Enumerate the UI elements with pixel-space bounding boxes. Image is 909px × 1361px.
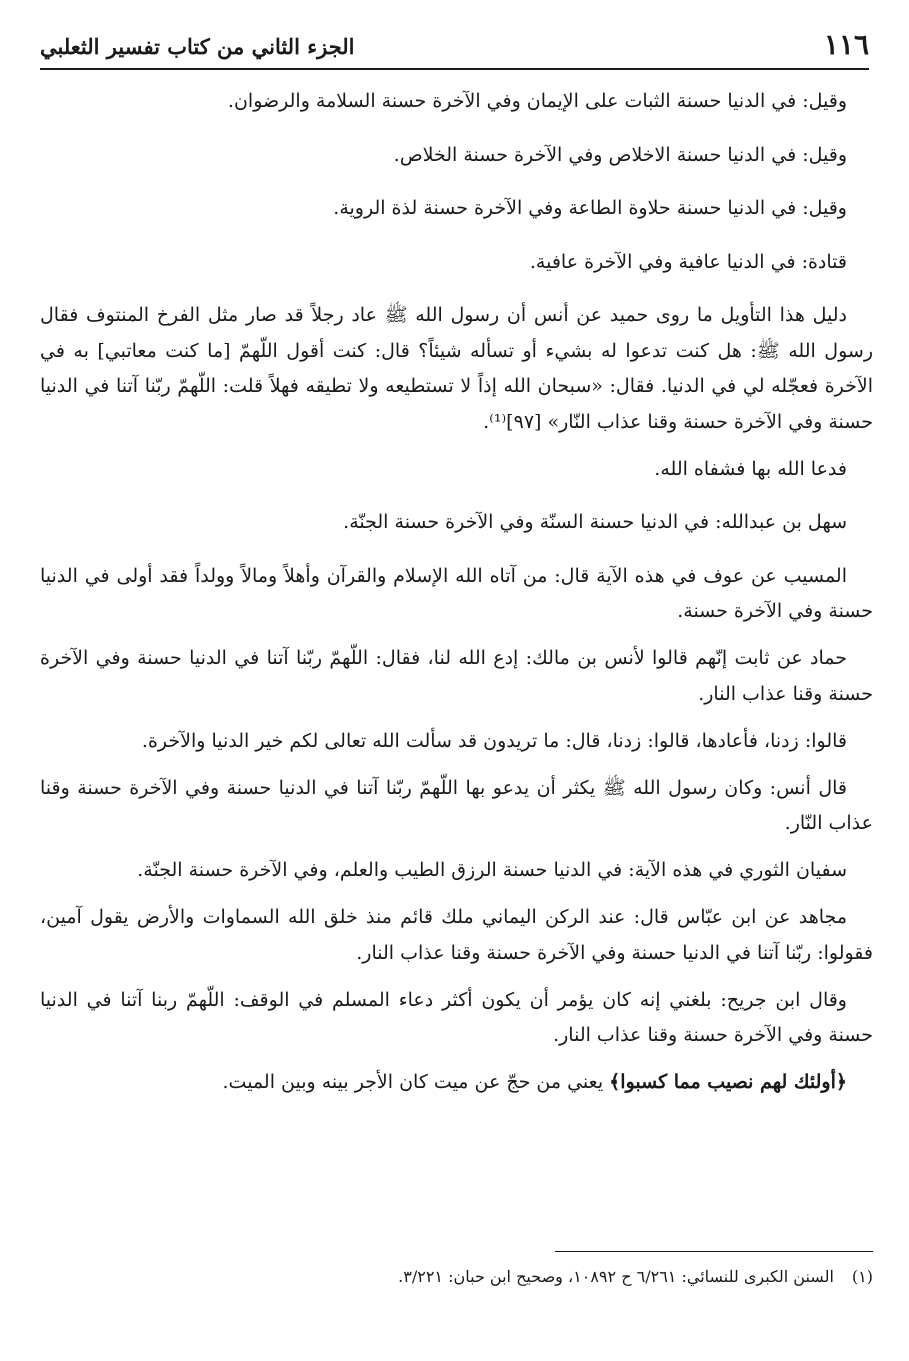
paragraph: قتادة: في الدنيا عافية وفي الآخرة عافية. bbox=[529, 250, 847, 273]
footnote bbox=[40, 1262, 873, 1292]
page-header bbox=[40, 22, 869, 70]
main-text bbox=[40, 84, 873, 1119]
footnote-text: السنن الكبرى للنسائي: ٦/٢٦١ ح ١٠٨٩٢، وصحيح ابن حبان: ٣/٢٢١. bbox=[398, 1267, 834, 1286]
paragraph: قالوا: زدنا، فأعادها، قالوا: زدنا، قال: ما تريدون قد سألت الله تعالى لكم خير الدنيا والآخرة. bbox=[141, 729, 847, 752]
footnote-marker: (١) bbox=[851, 1267, 873, 1286]
paragraph: قال أنس: وكان رسول الله ﷺ يكثر أن يدعو بها اللّهمّ ربّنا آتنا في الدنيا حسنة وفي الآخرة حسنة وقنا عذاب النّار. bbox=[40, 776, 873, 834]
page-number: ١١٦ bbox=[823, 28, 869, 61]
verse-paragraph bbox=[40, 1065, 873, 1101]
paragraph: مجاهد عن ابن عبّاس قال: عند الركن اليماني ملك قائم منذ خلق الله السماوات والأرض يقول آمين، فقولوا: ربّنا آتنا في الدنيا حسنة وفي الآخرة حسنة وقنا عذاب النار. bbox=[40, 906, 873, 964]
paragraph: دليل هذا التأويل ما روى حميد عن أنس أن رسول الله ﷺ عاد رجلاً قد صار مثل الفرخ المنتوف فقال رسول الله ﷺ: هل كنت تدعوا له بشيء أو تسأله شيئاً؟ قال: كنت أقول اللّهمّ [ما كنت معاتبي] به في الآخرة فعجّله لي في الدنيا. فقال: «سبحان الله إذاً لا تستطيعه ولا تطيقه فهلاً قلت: اللّهمّ ربّنا آتنا في الدنيا حسنة وفي الآخرة حسنة وقنا عذاب النّار» [٩٧]⁽¹⁾. bbox=[40, 304, 873, 433]
paragraph: سفيان الثوري في هذه الآية: في الدنيا حسنة الرزق الطيب والعلم، وفي الآخرة حسنة الجنّة. bbox=[137, 859, 847, 881]
verse-quote: ﴿أولئك لهم نصيب مما كسبوا﴾ bbox=[609, 1071, 847, 1093]
paragraph: وقيل: في الدنيا حسنة الاخلاص وفي الآخرة حسنة الخلاص. bbox=[393, 143, 847, 166]
verse-commentary: يعني من حجّ عن ميت كان الأجر بينه وبين الميت. bbox=[222, 1071, 610, 1093]
paragraph: وقال ابن جريح: بلغني إنه كان يؤمر أن يكون أكثر دعاء المسلم في الوقف: اللّهمّ ربنا آتنا في الدنيا حسنة وفي الآخرة حسنة وقنا عذاب النار. bbox=[40, 988, 873, 1046]
paragraph: سهل بن عبدالله: في الدنيا حسنة السنّة وفي الآخرة حسنة الجنّة. bbox=[343, 511, 847, 533]
running-title: الجزء الثاني من كتاب تفسير الثعلبي bbox=[40, 34, 355, 59]
footnote-divider bbox=[555, 1251, 873, 1252]
paragraph: فدعا الله بها فشفاه الله. bbox=[654, 457, 847, 480]
paragraph: المسيب عن عوف في هذه الآية قال: من آتاه الله الإسلام والقرآن وأهلاً ومالاً وولداً فقد أولى في الدنيا حسنة وفي الآخرة حسنة. bbox=[40, 564, 873, 622]
paragraph: حماد عن ثابت إنّهم قالوا لأنس بن مالك: إدع الله لنا، فقال: اللّهمّ ربّنا آتنا في الدنيا حسنة وفي الآخرة حسنة وقنا عذاب النار. bbox=[40, 647, 873, 705]
paragraph: وقيل: في الدنيا حسنة حلاوة الطاعة وفي الآخرة حسنة لذة الروية. bbox=[333, 197, 847, 219]
paragraph: وقيل: في الدنيا حسنة الثبات على الإيمان وفي الآخرة حسنة السلامة والرضوان. bbox=[227, 90, 847, 112]
